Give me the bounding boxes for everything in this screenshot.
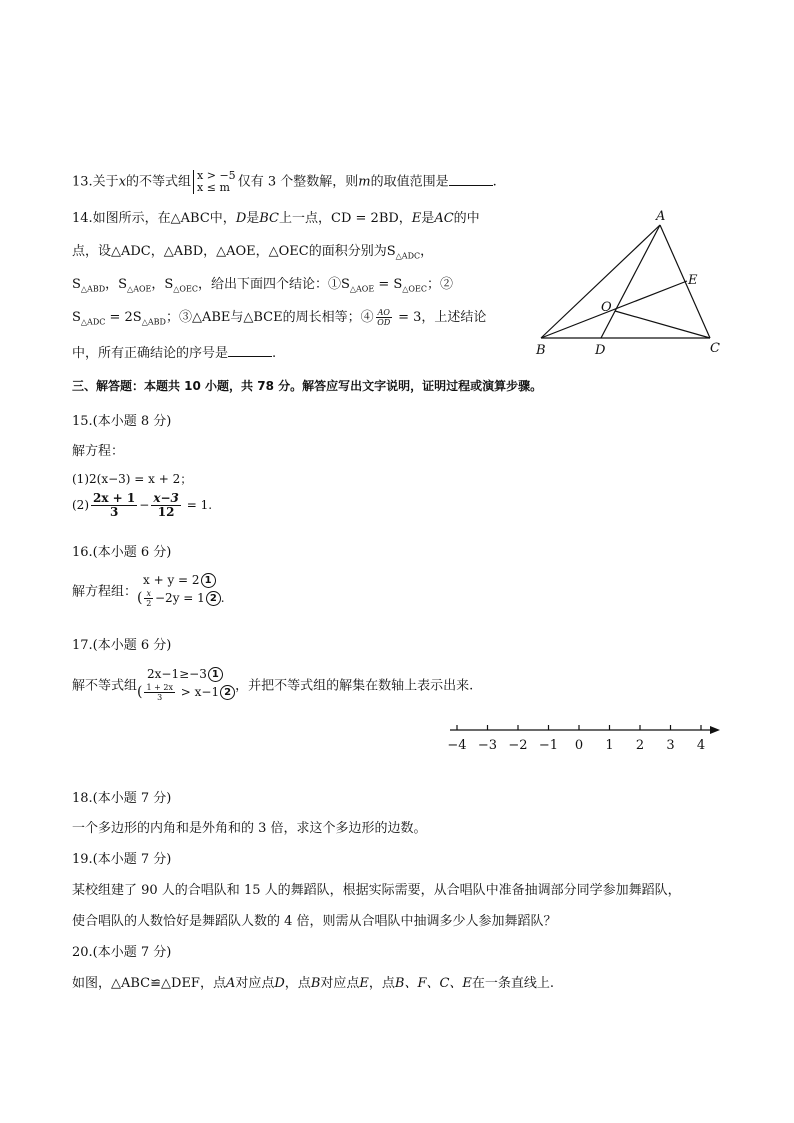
q13-suffix1: 仅有 3 个整数解，则: [237, 174, 359, 190]
q14-l3-sub2: △AOE: [127, 284, 152, 294]
q20-b: 对应点: [235, 976, 275, 991]
q16-eq1: x + y = 2: [143, 573, 200, 587]
q17-frac-den: 3: [157, 693, 163, 702]
question-13: [72, 170, 497, 194]
q20-pt-a: A: [225, 976, 236, 991]
segment-BE: [541, 281, 687, 338]
q14-frac-den: OD: [377, 318, 391, 327]
q17-frac: [144, 683, 174, 702]
q14-l4-text: ；③△ABE与△BCE的周长相等；④: [165, 310, 374, 325]
label-A: A: [656, 209, 666, 224]
q15-intro: 解方程：: [72, 444, 125, 459]
q14-l3-sub3: △OEC: [173, 284, 198, 294]
q13-prefix: 13.关于: [72, 174, 119, 190]
q14-l1f: 是: [421, 211, 435, 226]
q20-c: ，点: [284, 976, 311, 991]
q16-frac-den: 2: [146, 599, 152, 608]
tick-label: 3: [666, 738, 675, 753]
q14-l4-end: = 3，上述结论: [393, 310, 487, 325]
q14-l1b: 是: [246, 211, 260, 226]
q14-l3-sub4: △AOE: [349, 284, 375, 294]
q14-l5-end: .: [272, 346, 277, 361]
tick-label: 0: [574, 738, 584, 753]
q15-part1: (1)2(x−3) = x + 2；: [72, 472, 193, 486]
q17-intro: 解不等式组: [72, 678, 138, 694]
q13-mid: 的不等式组: [126, 174, 192, 190]
tick-label: −3: [477, 738, 498, 753]
edge-AB: [541, 225, 660, 338]
q15-minus: −: [139, 498, 150, 512]
q20-pt-d: D: [274, 976, 285, 991]
q14-l1c: 上一点，CD = 2BD，: [279, 211, 412, 226]
number-line-arrow-icon: [710, 726, 720, 734]
q17-frac-num: 1 + 2x: [146, 683, 173, 692]
q14-l3s2: ，S: [105, 277, 128, 292]
q14-l5: 中，所有正确结论的序号是: [72, 346, 229, 361]
q14-l1bc: BC: [259, 211, 280, 226]
q15-frac1-den: 3: [109, 505, 119, 519]
q14-line2: [72, 240, 433, 261]
q20-a: 如图，△ABC≌△DEF，点: [72, 976, 226, 991]
q15-p2-label: (2): [72, 498, 89, 512]
section-3-heading: 三、解答题：本题共 10 小题，共 78 分。解答应写出文字说明，证明过程或演算步骤。: [72, 379, 543, 393]
q20-pts: B、F、C、E: [394, 976, 472, 991]
q19-body2: 使合唱队的人数恰好是舞蹈队人数的 4 倍，则需从合唱队中抽调多少人参加舞蹈队？: [72, 914, 557, 929]
label-O: O: [601, 300, 612, 315]
q17-ineq1: 2x−1≥−3: [147, 667, 207, 681]
q16-head: 16.(本小题 6 分): [72, 545, 172, 560]
q13-var-x: x: [118, 174, 127, 190]
tick-label: 1: [605, 738, 614, 753]
q14-l4-eq: = 2S: [105, 310, 142, 325]
q16-end: .: [220, 591, 225, 605]
q15-p2-end: = 1.: [182, 498, 213, 512]
q15-head: 15.(本小题 8 分): [72, 414, 172, 429]
q14-line5: [72, 342, 276, 361]
q14-l3s1: S: [72, 277, 81, 292]
q14-l1e: E: [411, 211, 422, 226]
q14-l3s3: ，S: [151, 277, 174, 292]
q14-line1: [72, 207, 480, 226]
q18-head: 18.(本小题 7 分): [72, 791, 172, 806]
answer-blank-13[interactable]: [449, 173, 493, 186]
circled-1-icon: 1: [208, 667, 223, 682]
q15-frac2: [151, 492, 181, 519]
q20-e: ，点: [368, 976, 395, 991]
tick-label: 4: [696, 738, 706, 753]
q19-head: 19.(本小题 7 分): [72, 852, 172, 867]
q20-f: 在一条直线上.: [471, 976, 555, 991]
q14-frac: [376, 308, 392, 327]
q16-frac-num: x: [146, 589, 151, 598]
label-C: C: [710, 341, 720, 356]
q14-l3-text: ，给出下面四个结论：①S: [197, 277, 350, 292]
q17-head: 17.(本小题 6 分): [72, 638, 172, 653]
q16-system: x + y = 2 1 ( $\frac{x}{2}$ −2y = 1 2 .: [137, 573, 225, 608]
q14-l3-eq: = S: [374, 277, 403, 292]
q14-l2: 点，设△ADC，△ABD，△AOE，△OEC的面积分别为S: [72, 244, 396, 259]
q15-part2: [72, 492, 212, 519]
q14-l1ac: AC: [434, 211, 454, 226]
q14-l4-sub1: △ADC: [80, 317, 106, 327]
q20-pt-b: B: [310, 976, 321, 991]
q17-ineq2-rest: > x−1: [176, 685, 220, 699]
q14-l1a: 14.如图所示，在△ABC中，: [72, 211, 236, 226]
q17-tail: ，并把不等式组的解集在数轴上表示出来.: [235, 678, 474, 694]
q14-l4s: S: [72, 310, 81, 325]
answer-blank-14[interactable]: [228, 344, 272, 357]
tick-label: −2: [508, 738, 528, 753]
q17-body: [72, 666, 473, 702]
q13-ineq1: x > −5: [197, 169, 236, 182]
q19-body1: 某校组建了 90 人的合唱队和 15 人的舞蹈队，根据实际需要，从合唱队中准备抽调部分同学参加舞蹈队，: [72, 883, 681, 898]
tick-label: −1: [538, 738, 559, 753]
q16-frac: [144, 589, 153, 608]
tick-label: −4: [447, 738, 467, 753]
q14-l3-end: ；②: [426, 277, 453, 292]
q14-l4-sub2: △ABD: [141, 317, 166, 327]
q13-suffix2: 的取值范围是: [370, 174, 449, 190]
q16-body: [72, 572, 225, 608]
q16-intro: 解方程组：: [72, 584, 138, 600]
label-E: E: [688, 273, 698, 288]
q13-var-m: m: [358, 174, 371, 190]
q14-line3: [72, 273, 453, 294]
q15-frac1: [91, 492, 137, 519]
q20-d: 对应点: [320, 976, 360, 991]
q13-ineq2: x ≤ m: [197, 181, 230, 194]
q14-line4: [72, 306, 486, 327]
q14-l1d: D: [235, 211, 247, 226]
q14-l1g: 的中: [453, 211, 480, 226]
q13-system: [193, 170, 236, 194]
tick-group: [447, 725, 705, 753]
q14-l3-sub5: △OEC: [402, 284, 427, 294]
circled-1-icon: 1: [201, 573, 216, 588]
q15-frac2-den: 12: [157, 505, 175, 519]
circled-2-icon: 2: [206, 591, 221, 606]
segment-OC: [615, 311, 710, 338]
q14-l2-end: ，: [420, 244, 434, 259]
q20-body: [72, 972, 554, 991]
q14-l2-sub: △ADC: [395, 251, 421, 261]
q20-head: 20.(本小题 7 分): [72, 945, 172, 960]
q20-pt-e: E: [359, 976, 369, 991]
number-line: [440, 718, 730, 758]
triangle-figure: [530, 205, 730, 360]
q14-frac-num: AO: [377, 308, 390, 317]
q15-frac1-num: 2x + 1: [93, 491, 136, 505]
q13-end: .: [492, 174, 497, 190]
q18-body: 一个多边形的内角和是外角和的 3 倍，求这个多边形的边数。: [72, 821, 427, 836]
label-D: D: [595, 343, 606, 358]
q14-l3-sub1: △ABD: [80, 284, 106, 294]
circled-2-icon: 2: [220, 685, 235, 700]
q16-eq2-rest: −2y = 1: [155, 591, 205, 605]
label-B: B: [536, 343, 546, 358]
q17-system: 2x−1≥−3 1 ( $\frac{1 + 2x}{3}$ > x−1 2: [137, 666, 235, 702]
q15-frac2-num: x−3: [153, 491, 179, 505]
tick-label: 2: [635, 738, 645, 753]
